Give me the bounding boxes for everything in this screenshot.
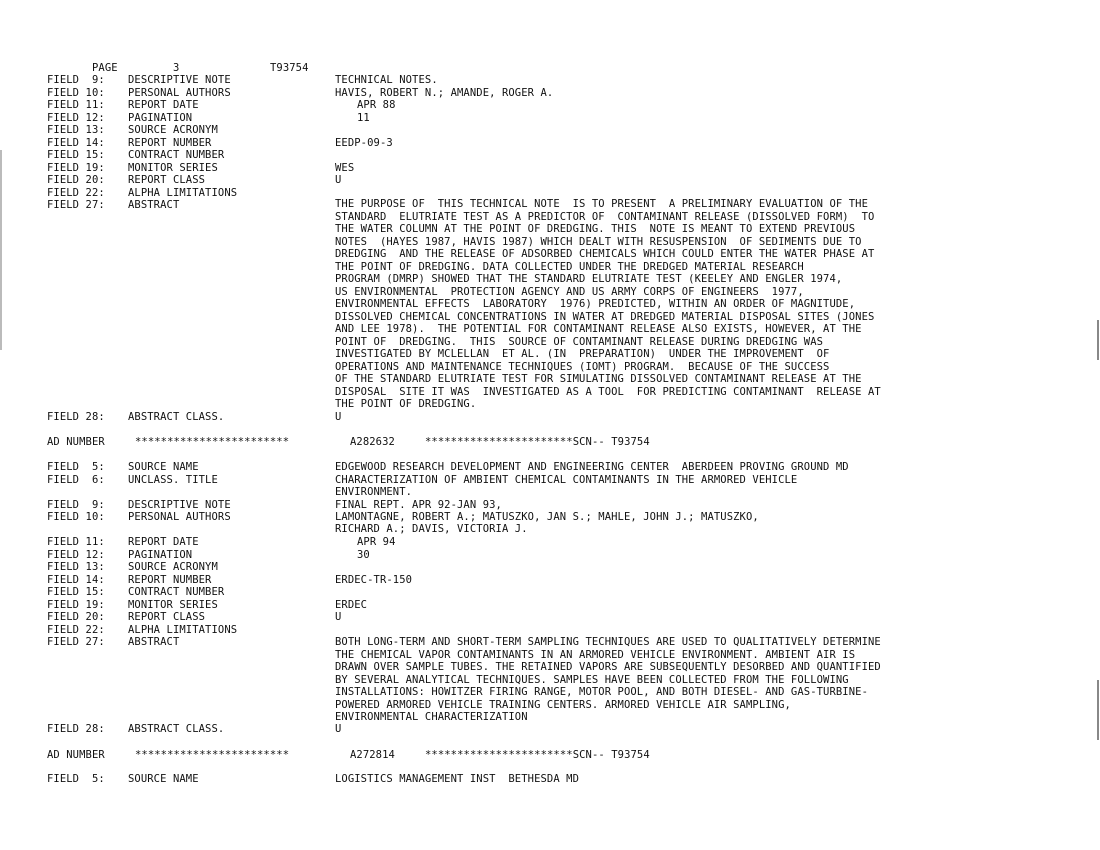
abstract-line: INSTALLATIONS: HOWITZER FIRING RANGE, MOTOR POOL, AND BOTH DIESEL- AND GAS-TURBINE- bbox=[335, 686, 868, 698]
abstract-line: DRAWN OVER SAMPLE TUBES. THE RETAINED VAPORS ARE SUBSEQUENTLY DESORBED AND QUANTIFIED bbox=[335, 661, 881, 673]
field-name: DESCRIPTIVE NOTE bbox=[128, 499, 231, 511]
page-number: 3 bbox=[173, 62, 180, 74]
field-value: ERDEC bbox=[335, 598, 368, 611]
field-name: PAGINATION bbox=[128, 548, 193, 561]
field-name: REPORT CLASS bbox=[128, 611, 206, 623]
field-label: FIELD 13: bbox=[47, 124, 105, 136]
field-label: FIELD 5: bbox=[47, 773, 105, 785]
field-label: FIELD 22: bbox=[47, 186, 105, 199]
field-name: REPORT DATE bbox=[128, 536, 199, 548]
abstract-line: THE PURPOSE OF THIS TECHNICAL NOTE IS TO PRESENT A PRELIMINARY EVALUATION OF THE bbox=[335, 198, 868, 210]
ad-number-tail: ***********************SCN-- T93754 bbox=[425, 749, 650, 761]
field-name: SOURCE ACRONYM bbox=[128, 561, 218, 573]
scan-edge-mark bbox=[1097, 320, 1099, 360]
field-name: ABSTRACT CLASS. bbox=[128, 723, 225, 735]
field-name: CONTRACT NUMBER bbox=[128, 586, 225, 598]
abstract-line: DISSOLVED CHEMICAL CONCENTRATIONS IN WATER AT DREDGED MATERIAL DISPOSAL SITES (JONES bbox=[335, 310, 875, 323]
ad-number-label: AD NUMBER bbox=[47, 436, 105, 448]
abstract-line: POINT OF DREDGING. THIS SOURCE OF CONTAMINANT RELEASE DURING DREDGING WAS bbox=[335, 335, 824, 348]
field-label: FIELD 6: bbox=[47, 474, 105, 486]
abstract-line: AND LEE 1978). THE POTENTIAL FOR CONTAMINANT RELEASE ALSO EXISTS, HOWEVER, AT THE bbox=[335, 323, 862, 335]
field-value: APR 88 bbox=[357, 99, 396, 111]
field-name: REPORT CLASS bbox=[128, 174, 206, 186]
field-name: REPORT NUMBER bbox=[128, 573, 212, 586]
field-value: 30 bbox=[357, 548, 370, 561]
abstract-line: THE POINT OF DREDGING. bbox=[335, 398, 477, 410]
abstract-line: THE WATER COLUMN AT THE POINT OF DREDGING. THIS NOTE IS MEANT TO EXTEND PREVIOUS bbox=[335, 223, 856, 235]
field-label: FIELD 12: bbox=[47, 548, 105, 561]
abstract-line: US ENVIRONMENTAL PROTECTION AGENCY AND US ARMY CORPS OF ENGINEERS 1977, bbox=[335, 285, 804, 298]
ad-number-label: AD NUMBER bbox=[47, 749, 105, 761]
field-label: FIELD 13: bbox=[47, 561, 105, 573]
field-label: FIELD 27: bbox=[47, 636, 105, 648]
field-name: MONITOR SERIES bbox=[128, 161, 218, 174]
title-line: ENVIRONMENT. bbox=[335, 486, 413, 498]
field-value: ERDEC-TR-150 bbox=[335, 573, 413, 586]
field-label: FIELD 10: bbox=[47, 86, 105, 99]
ad-number-value: A282632 bbox=[350, 436, 395, 448]
source-name-value: LOGISTICS MANAGEMENT INST BETHESDA MD bbox=[335, 773, 580, 785]
field-name: CONTRACT NUMBER bbox=[128, 149, 225, 161]
field-name: ABSTRACT bbox=[128, 636, 180, 648]
abstract-line: THE CHEMICAL VAPOR CONTAMINANTS IN AN ARMORED VEHICLE ENVIRONMENT. AMBIENT AIR IS bbox=[335, 648, 856, 661]
field-name: REPORT DATE bbox=[128, 99, 199, 111]
abstract-line: NOTES (HAYES 1987, HAVIS 1987) WHICH DEALT WITH RESUSPENSION OF SEDIMENTS DUE TO bbox=[335, 235, 862, 248]
abstract-line: OF THE STANDARD ELUTRIATE TEST FOR SIMULATING DISSOLVED CONTAMINANT RELEASE AT THE bbox=[335, 373, 862, 385]
field-name: SOURCE ACRONYM bbox=[128, 124, 218, 136]
field-value: APR 94 bbox=[357, 536, 396, 548]
field-value: HAVIS, ROBERT N.; AMANDE, ROGER A. bbox=[335, 86, 554, 99]
ad-number-value: A272814 bbox=[350, 749, 395, 761]
ad-number-stars: ************************ bbox=[135, 436, 290, 448]
page-label: PAGE bbox=[92, 62, 118, 74]
field-label: FIELD 20: bbox=[47, 174, 105, 186]
abstract-line: PROGRAM (DMRP) SHOWED THAT THE STANDARD ELUTRIATE TEST (KEELEY AND ENGLER 1974, bbox=[335, 273, 843, 285]
field-label: FIELD 27: bbox=[47, 199, 105, 211]
field-label: FIELD 28: bbox=[47, 411, 105, 423]
field-name: SOURCE NAME bbox=[128, 461, 199, 473]
field-label: FIELD 19: bbox=[47, 161, 105, 174]
field-name: PAGINATION bbox=[128, 111, 193, 124]
field-label: FIELD 28: bbox=[47, 723, 105, 735]
abstract-line: ENVIRONMENTAL EFFECTS LABORATORY 1976) PREDICTED, WITHIN AN ORDER OF MAGNITUDE, bbox=[335, 298, 856, 310]
field-name: DESCRIPTIVE NOTE bbox=[128, 74, 231, 86]
abstract-line: ENVIRONMENTAL CHARACTERIZATION bbox=[335, 711, 528, 723]
field-label: FIELD 9: bbox=[47, 499, 105, 511]
field-label: FIELD 20: bbox=[47, 611, 105, 623]
field-label: FIELD 14: bbox=[47, 136, 105, 149]
title-line: CHARACTERIZATION OF AMBIENT CHEMICAL CONTAMINANTS IN THE ARMORED VEHICLE bbox=[335, 474, 798, 486]
authors-line: RICHARD A.; DAVIS, VICTORIA J. bbox=[335, 523, 528, 535]
field-value: U bbox=[335, 611, 342, 623]
abstract-line: INVESTIGATED BY MCLELLAN ET AL. (IN PREPARATION) UNDER THE IMPROVEMENT OF bbox=[335, 348, 830, 360]
field-value: TECHNICAL NOTES. bbox=[335, 74, 438, 86]
abstract-line: BOTH LONG-TERM AND SHORT-TERM SAMPLING TECHNIQUES ARE USED TO QUALITATIVELY DETERMINE bbox=[335, 636, 881, 648]
abstract-class-value: U bbox=[335, 411, 342, 423]
abstract-line: DREDGING AND THE RELEASE OF ADSORBED CHEMICALS WHICH COULD ENTER THE WATER PHASE AT bbox=[335, 248, 875, 260]
abstract-line: THE POINT OF DREDGING. DATA COLLECTED UNDER THE DREDGED MATERIAL RESEARCH bbox=[335, 260, 804, 273]
field-label: FIELD 11: bbox=[47, 99, 105, 111]
field-name: MONITOR SERIES bbox=[128, 598, 218, 611]
field-name: PERSONAL AUTHORS bbox=[128, 511, 231, 523]
field-label: FIELD 15: bbox=[47, 149, 105, 161]
field-name: ALPHA LIMITATIONS bbox=[128, 623, 238, 636]
field-value: 11 bbox=[357, 111, 370, 124]
abstract-class-value: U bbox=[335, 723, 342, 735]
field-name: REPORT NUMBER bbox=[128, 136, 212, 149]
field-name: ABSTRACT bbox=[128, 199, 180, 211]
field-label: FIELD 12: bbox=[47, 111, 105, 124]
field-label: FIELD 9: bbox=[47, 74, 105, 86]
field-value: U bbox=[335, 174, 342, 186]
field-name: ABSTRACT CLASS. bbox=[128, 411, 225, 423]
field-name: ALPHA LIMITATIONS bbox=[128, 186, 238, 199]
field-value: EEDP-09-3 bbox=[335, 136, 393, 149]
field-label: FIELD 15: bbox=[47, 586, 105, 598]
document-id: T93754 bbox=[270, 62, 309, 74]
ad-number-tail: ***********************SCN-- T93754 bbox=[425, 436, 650, 448]
field-label: FIELD 5: bbox=[47, 461, 105, 473]
field-label: FIELD 22: bbox=[47, 623, 105, 636]
scan-edge-mark bbox=[1097, 680, 1099, 740]
abstract-line: BY SEVERAL ANALYTICAL TECHNIQUES. SAMPLES HAVE BEEN COLLECTED FROM THE FOLLOWING bbox=[335, 673, 849, 686]
field-name: SOURCE NAME bbox=[128, 773, 199, 785]
abstract-line: OPERATIONS AND MAINTENANCE TECHNIQUES (IOMT) PROGRAM. BECAUSE OF THE SUCCESS bbox=[335, 360, 830, 373]
field-name: PERSONAL AUTHORS bbox=[128, 86, 231, 99]
abstract-line: POWERED ARMORED VEHICLE TRAINING CENTERS. ARMORED VEHICLE AIR SAMPLING, bbox=[335, 698, 791, 711]
field-label: FIELD 10: bbox=[47, 511, 105, 523]
field-value: WES bbox=[335, 161, 355, 174]
field-label: FIELD 19: bbox=[47, 598, 105, 611]
source-name-value: EDGEWOOD RESEARCH DEVELOPMENT AND ENGINEERING CENTER ABERDEEN PROVING GROUND MD bbox=[335, 461, 849, 473]
field-name: UNCLASS. TITLE bbox=[128, 474, 218, 486]
scan-edge-mark bbox=[0, 150, 2, 350]
authors-line: LAMONTAGNE, ROBERT A.; MATUSZKO, JAN S.; MAHLE, JOHN J.; MATUSZKO, bbox=[335, 511, 759, 523]
field-label: FIELD 14: bbox=[47, 573, 105, 586]
ad-number-stars: ************************ bbox=[135, 749, 290, 761]
descriptive-note-value: FINAL REPT. APR 92-JAN 93, bbox=[335, 499, 502, 511]
abstract-line: DISPOSAL SITE IT WAS INVESTIGATED AS A TOOL FOR PREDICTING CONTAMINANT RELEASE AT bbox=[335, 385, 881, 398]
abstract-line: STANDARD ELUTRIATE TEST AS A PREDICTOR OF CONTAMINANT RELEASE (DISSOLVED FORM) TO bbox=[335, 210, 875, 223]
field-label: FIELD 11: bbox=[47, 536, 105, 548]
